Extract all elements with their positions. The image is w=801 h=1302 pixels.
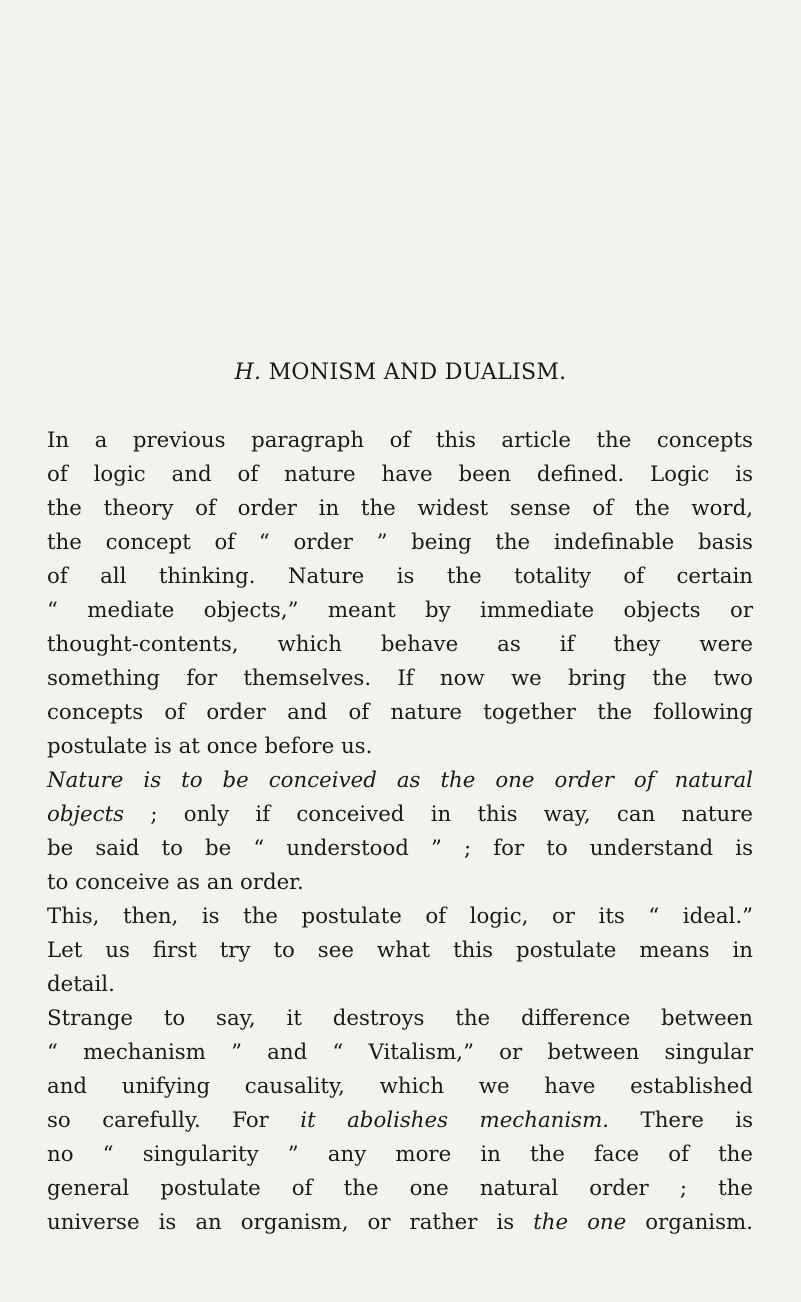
text-run: be said to be “ understood ” ; for to understand is — [47, 836, 753, 861]
body-text — [47, 424, 753, 1240]
text-line — [47, 764, 753, 798]
text-line — [47, 696, 753, 730]
text-run: universe is an organism, or rather is — [47, 1210, 534, 1235]
text-run: In a previous paragraph of this article the concepts — [47, 428, 753, 453]
italic-text: it abolishes mechanism. — [300, 1108, 610, 1133]
text-run: no “ singularity ” any more in the face of the — [47, 1142, 753, 1167]
text-run: something for themselves. If now we bring the two — [47, 666, 753, 691]
text-line — [47, 1172, 753, 1206]
text-line — [47, 1138, 753, 1172]
section-heading — [0, 357, 801, 389]
italic-text: Nature is to be conceived as the one order of natural — [47, 768, 753, 793]
text-run: general postulate of the one natural order ; the — [47, 1176, 753, 1201]
text-run: of logic and of nature have been defined. Logic is — [47, 462, 753, 487]
text-line — [47, 730, 753, 764]
text-run: the concept of “ order ” being the indefinable basis — [47, 530, 753, 555]
section-number: H. — [234, 360, 262, 385]
italic-text: objects — [47, 802, 125, 827]
text-line — [47, 934, 753, 968]
text-line — [47, 1036, 753, 1070]
text-run: thought-contents, which behave as if they were — [47, 632, 753, 657]
text-line — [47, 662, 753, 696]
text-run: Strange to say, it destroys the difference between — [47, 1006, 753, 1031]
section-title: MONISM AND DUALISM. — [268, 360, 567, 385]
text-line — [47, 1104, 753, 1138]
text-line — [47, 458, 753, 492]
text-line — [47, 968, 753, 1002]
text-line — [47, 900, 753, 934]
text-line — [47, 526, 753, 560]
text-line — [47, 1002, 753, 1036]
text-run: postulate is at once before us. — [47, 734, 373, 759]
text-run: concepts of order and of nature together the following — [47, 700, 753, 725]
text-run: the theory of order in the widest sense of the word, — [47, 496, 753, 521]
italic-text: the one — [533, 1210, 627, 1235]
text-run: ; only if conceived in this way, can nature — [124, 802, 753, 827]
text-run: This, then, is the postulate of logic, or its “ ideal.” — [47, 904, 753, 929]
text-run: so carefully. For — [47, 1108, 301, 1133]
text-line — [47, 628, 753, 662]
text-run: of all thinking. Nature is the totality of certain — [47, 564, 753, 589]
text-run: organism. — [626, 1210, 753, 1235]
text-run: Let us first try to see what this postulate means in — [47, 938, 753, 963]
text-run: and unifying causality, which we have established — [47, 1074, 753, 1099]
text-line — [47, 1070, 753, 1104]
text-line — [47, 492, 753, 526]
text-line — [47, 798, 753, 832]
text-line — [47, 866, 753, 900]
text-run: to conceive as an order. — [47, 870, 304, 895]
text-line — [47, 832, 753, 866]
text-line — [47, 560, 753, 594]
text-run: There is — [609, 1108, 753, 1133]
text-run: detail. — [47, 972, 115, 997]
text-line — [47, 594, 753, 628]
text-line — [47, 424, 753, 458]
text-run: “ mediate objects,” meant by immediate objects or — [47, 598, 753, 623]
text-line — [47, 1206, 753, 1240]
text-run: “ mechanism ” and “ Vitalism,” or between singular — [47, 1040, 753, 1065]
